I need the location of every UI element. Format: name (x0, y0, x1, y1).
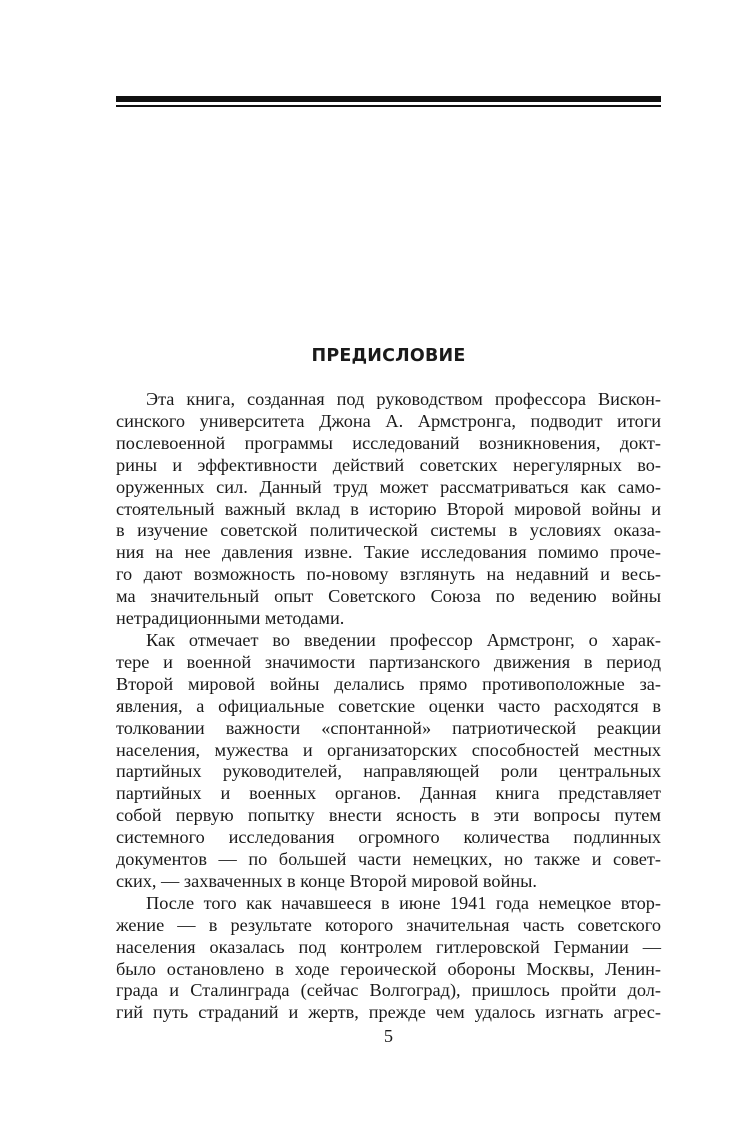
text-line: жение — в результате которого значительная часть советского (116, 914, 661, 935)
text-line: партийных руководителей, направляющей роли центральных (116, 761, 661, 782)
text-line: Эта книга, созданная под руководством профессора Вискон- (146, 389, 661, 409)
paragraph-2 (116, 630, 661, 893)
chapter-title: ПРЕДИСЛОВИЕ (311, 346, 466, 366)
header-rule-thick (116, 96, 661, 102)
text-line: послевоенной программы исследований возникновения, докт- (116, 432, 661, 453)
text-line: документов — по большей части немецких, но также и совет- (116, 849, 661, 870)
paragraph-1 (116, 389, 661, 630)
text-line: населения, мужества и организаторских способностей местных (116, 739, 661, 760)
text-line: После того как начавшееся в июне 1941 года немецкое втор- (146, 892, 661, 913)
text-line: толковании важности «спонтанной» патриотической реакции (116, 717, 661, 738)
paragraph-3 (116, 893, 661, 1024)
text-line: рины и эффективности действий советских нерегулярных во- (116, 454, 661, 475)
text-line: собой первую попытку внести ясность в эти вопросы путем (116, 805, 661, 826)
text-line: стоятельный важный вклад в историю Второй мировой войны и (116, 498, 661, 519)
text-line: го дают возможность по-новому взглянуть на недавний и весь- (116, 564, 661, 585)
header-rule-thin (116, 105, 661, 107)
text-line: ских, — захваченных в конце Второй мировой войны. (116, 870, 537, 891)
text-line: тере и военной значимости партизанского движения в период (116, 651, 661, 672)
text-line: оруженных сил. Данный труд может рассматриваться как само- (116, 476, 661, 497)
body-text (116, 389, 661, 1024)
text-line: ния на нее давления извне. Такие исследования помимо проче- (116, 542, 661, 563)
text-line: населения оказалась под контролем гитлеровской Германии — (116, 936, 661, 957)
text-line: ма значительный опыт Советского Союза по ведению войны (116, 586, 661, 607)
text-line: Второй мировой войны делались прямо противоположные за- (116, 673, 661, 694)
page-number: 5 (383, 1026, 394, 1046)
text-line: гий путь страданий и жертв, прежде чем удалось изгнать агрес- (116, 1002, 661, 1023)
text-line: системного исследования огромного количества подлинных (116, 827, 661, 848)
text-line: синского университета Джона А. Армстронга, подводит итоги (116, 410, 661, 431)
text-line: было остановлено в ходе героической обороны Москвы, Ленин- (116, 958, 661, 979)
text-line: в изучение советской политической системы в условиях оказа- (116, 520, 661, 541)
text-line: партийных и военных органов. Данная книга представляет (116, 783, 661, 804)
text-line: явления, а официальные советские оценки часто расходятся в (116, 695, 661, 716)
text-line: града и Сталинграда (сейчас Волгоград), пришлось пройти дол- (116, 980, 661, 1001)
text-line: Как отмечает во введении профессор Армстронг, о харак- (146, 629, 661, 650)
text-line: нетрадиционными методами. (116, 608, 345, 629)
